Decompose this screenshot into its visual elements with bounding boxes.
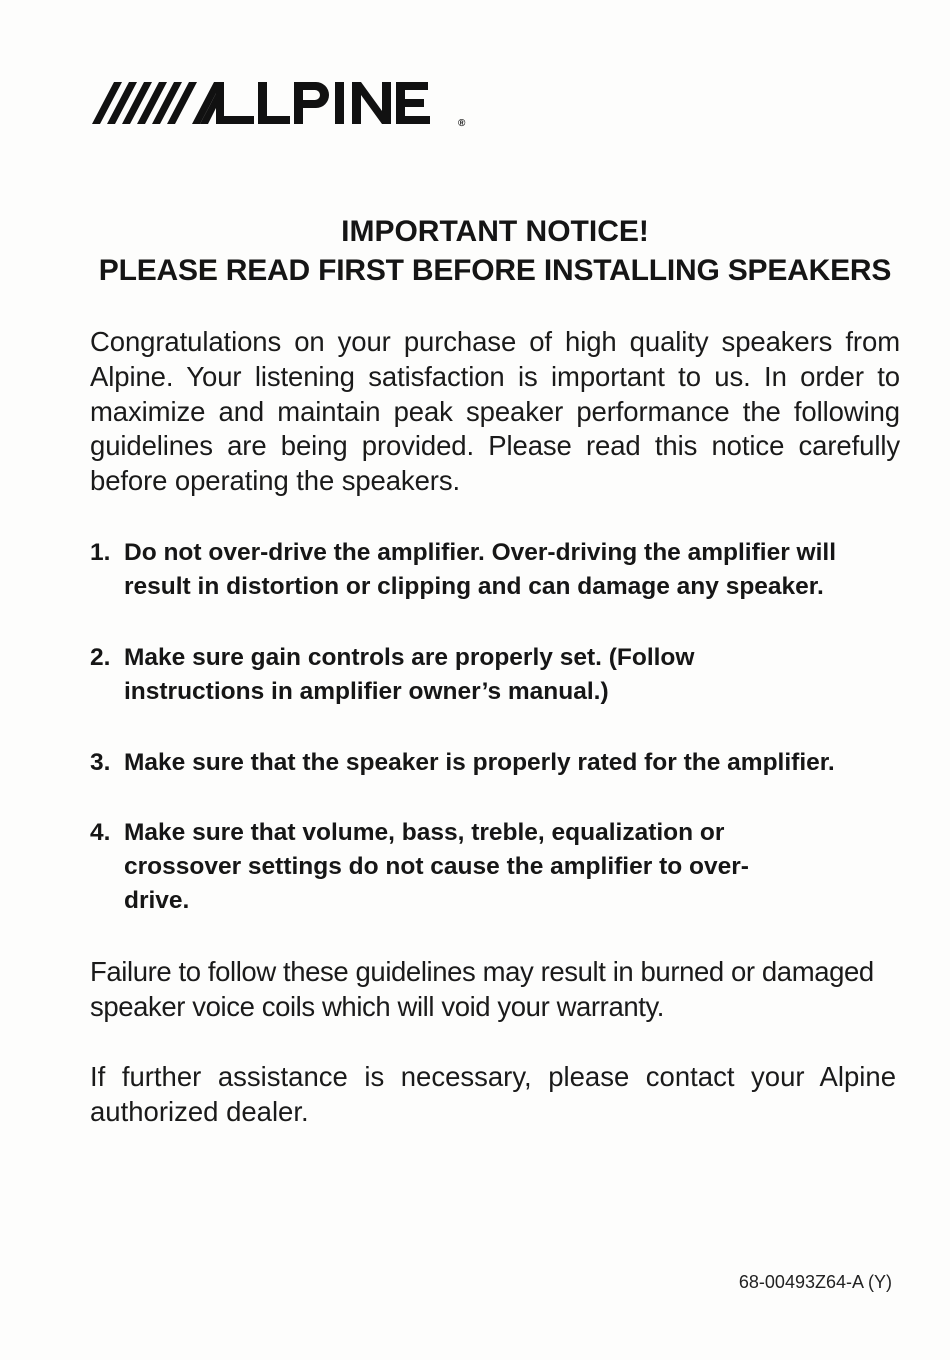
guideline-text: Do not over-drive the amplifier. Over-driving the amplifier will result in distortion or clipping and can damage any speaker. <box>124 539 837 600</box>
alpine-logo <box>92 78 472 132</box>
guideline-item <box>90 641 900 709</box>
guideline-number: 4. <box>90 819 111 846</box>
guideline-text: Make sure that volume, bass, treble, equalization or crossover settings do not cause the amplifier to over-drive. <box>124 819 749 914</box>
guideline-item <box>90 746 900 780</box>
guideline-number: 3. <box>90 749 111 776</box>
guideline-text: Make sure gain controls are properly set. (Follow instructions in amplifier owner’s manual.) <box>124 644 695 705</box>
registered-mark: ® <box>458 118 466 129</box>
guideline-number: 2. <box>90 644 111 671</box>
guideline-item <box>90 816 900 918</box>
notice-heading: IMPORTANT NOTICE! <box>341 215 649 248</box>
guideline-item <box>90 536 900 604</box>
guideline-text: Make sure that the speaker is properly rated for the amplifier. <box>124 749 835 776</box>
notice-subtitle: PLEASE READ FIRST BEFORE INSTALLING SPEAKERS <box>98 254 892 287</box>
intro-paragraph: Congratulations on your purchase of high quality speakers from Alpine. Your listening satisfaction is important to us. In order to maximize and maintain peak speaker performance the following guidelines are being provided. Please read this notice carefully before operating the speakers. <box>90 326 900 497</box>
alpine-letters-icon <box>92 78 392 132</box>
assistance-paragraph: If further assistance is necessary, please contact your Alpine authorized dealer. <box>90 1061 896 1127</box>
warning-paragraph: Failure to follow these guidelines may result in burned or damaged speaker voice coils which will void your warranty. <box>90 956 874 1022</box>
document-code: 68-00493Z64-A (Y) <box>738 1272 892 1292</box>
guideline-number: 1. <box>90 539 111 566</box>
